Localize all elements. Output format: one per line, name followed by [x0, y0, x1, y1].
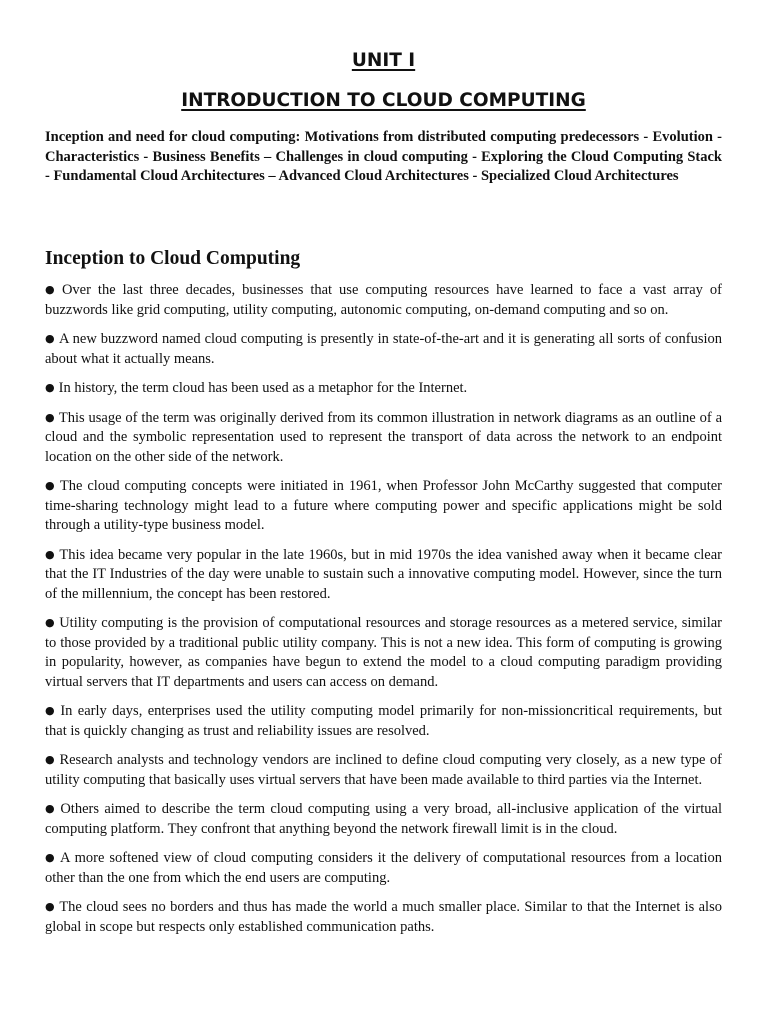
bullet-text: This usage of the term was originally derived from its common illustration in network diagrams as an outline of a cloud and the symbolic representation used to represent the transport of data across the network to an endpoint location on the other side of the network.: [45, 409, 722, 465]
bullet-item: [45, 614, 722, 692]
syllabus-summary: Inception and need for cloud computing: Motivations from distributed computing predecessors - Evolution - Characteristics - Business Benefits – Challenges in cloud computing - Exploring the Cloud Computing Stack - Fundamental Cloud Architectures – Advanced Cloud Architectures - Specialized Cloud Architectures: [45, 129, 722, 184]
bullet-text: A new buzzword named cloud computing is presently in state-of-the-art and it is generating all sorts of confusion about what it actually means.: [45, 331, 722, 367]
section-heading: Inception to Cloud Computing: [45, 248, 301, 269]
bullet-text: A more softened view of cloud computing considers it the delivery of computational resources from a location other than the one from which the end users are computing.: [45, 850, 722, 886]
bullet-icon: ●: [45, 283, 58, 296]
bullet-text: In early days, enterprises used the utility computing model primarily for non-missioncritical requirements, but that is quickly changing as trust and reliability issues are resolved.: [45, 703, 722, 739]
bullet-icon: ●: [45, 704, 57, 717]
bullet-text: Research analysts and technology vendors are inclined to define cloud computing very closely, as a new type of utility computing that basically uses virtual servers that have been made available to third parties via the Internet.: [45, 752, 722, 788]
bullet-item: [45, 702, 722, 741]
unit-title: UNIT I: [351, 50, 416, 71]
bullet-text: The cloud sees no borders and thus has made the world a much smaller place. Similar to that the Internet is also global in scope but respects only established communication paths.: [45, 899, 722, 935]
bullet-text: Utility computing is the provision of computational resources and storage resources as a metered service, similar to those provided by a traditional public utility company. This is not a new idea. This form of computing is growing in popularity, however, as companies have begun to extend the model to a cloud computing paradigm providing virtual servers that IT departments and users can access on demand.: [45, 615, 722, 690]
bullet-item: [45, 898, 722, 937]
bullet-item: [45, 849, 722, 888]
bullet-item: [45, 330, 722, 369]
bullet-item: [45, 281, 722, 320]
bullet-icon: ●: [45, 753, 56, 766]
bullet-text: Others aimed to describe the term cloud computing using a very broad, all-inclusive application of the virtual computing platform. They confront that anything beyond the network firewall limit is in the cloud.: [45, 801, 722, 837]
bullet-icon: ●: [45, 900, 56, 913]
bullet-icon: ●: [45, 616, 56, 629]
bullet-item: [45, 546, 722, 605]
bullet-icon: ●: [45, 802, 57, 815]
bullet-item: [45, 800, 722, 839]
bullet-text: The cloud computing concepts were initiated in 1961, when Professor John McCarthy suggested that computer time-sharing technology might lead to a future where computing power and specific applications might be sold through a utility-type business model.: [45, 478, 722, 533]
bullet-icon: ●: [45, 547, 56, 561]
bullet-icon: ●: [45, 479, 56, 492]
bullet-item: [45, 751, 722, 790]
bullet-text: This idea became very popular in the late 1960s, but in mid 1970s the idea vanished away when it became clear that the IT Industries of the day were unable to sustain such a innovative computing model. However, since the turn of the millennium, the concept has been restored.: [45, 546, 722, 602]
bullet-item: [45, 379, 722, 399]
bullet-icon: ●: [45, 851, 56, 864]
bullet-item: [45, 409, 722, 468]
bullet-list: [45, 281, 722, 947]
bullet-icon: ●: [45, 410, 55, 424]
bullet-icon: ●: [45, 332, 55, 345]
bullet-text: Over the last three decades, businesses that use computing resources have learned to face a vast array of buzzwords like grid computing, utility computing, autonomic computing, on-demand computing and so on.: [45, 282, 722, 318]
bullet-item: [45, 477, 722, 536]
document-title: INTRODUCTION TO CLOUD COMPUTING: [181, 90, 586, 111]
bullet-text: In history, the term cloud has been used as a metaphor for the Internet.: [58, 380, 468, 396]
bullet-icon: ●: [45, 381, 55, 394]
